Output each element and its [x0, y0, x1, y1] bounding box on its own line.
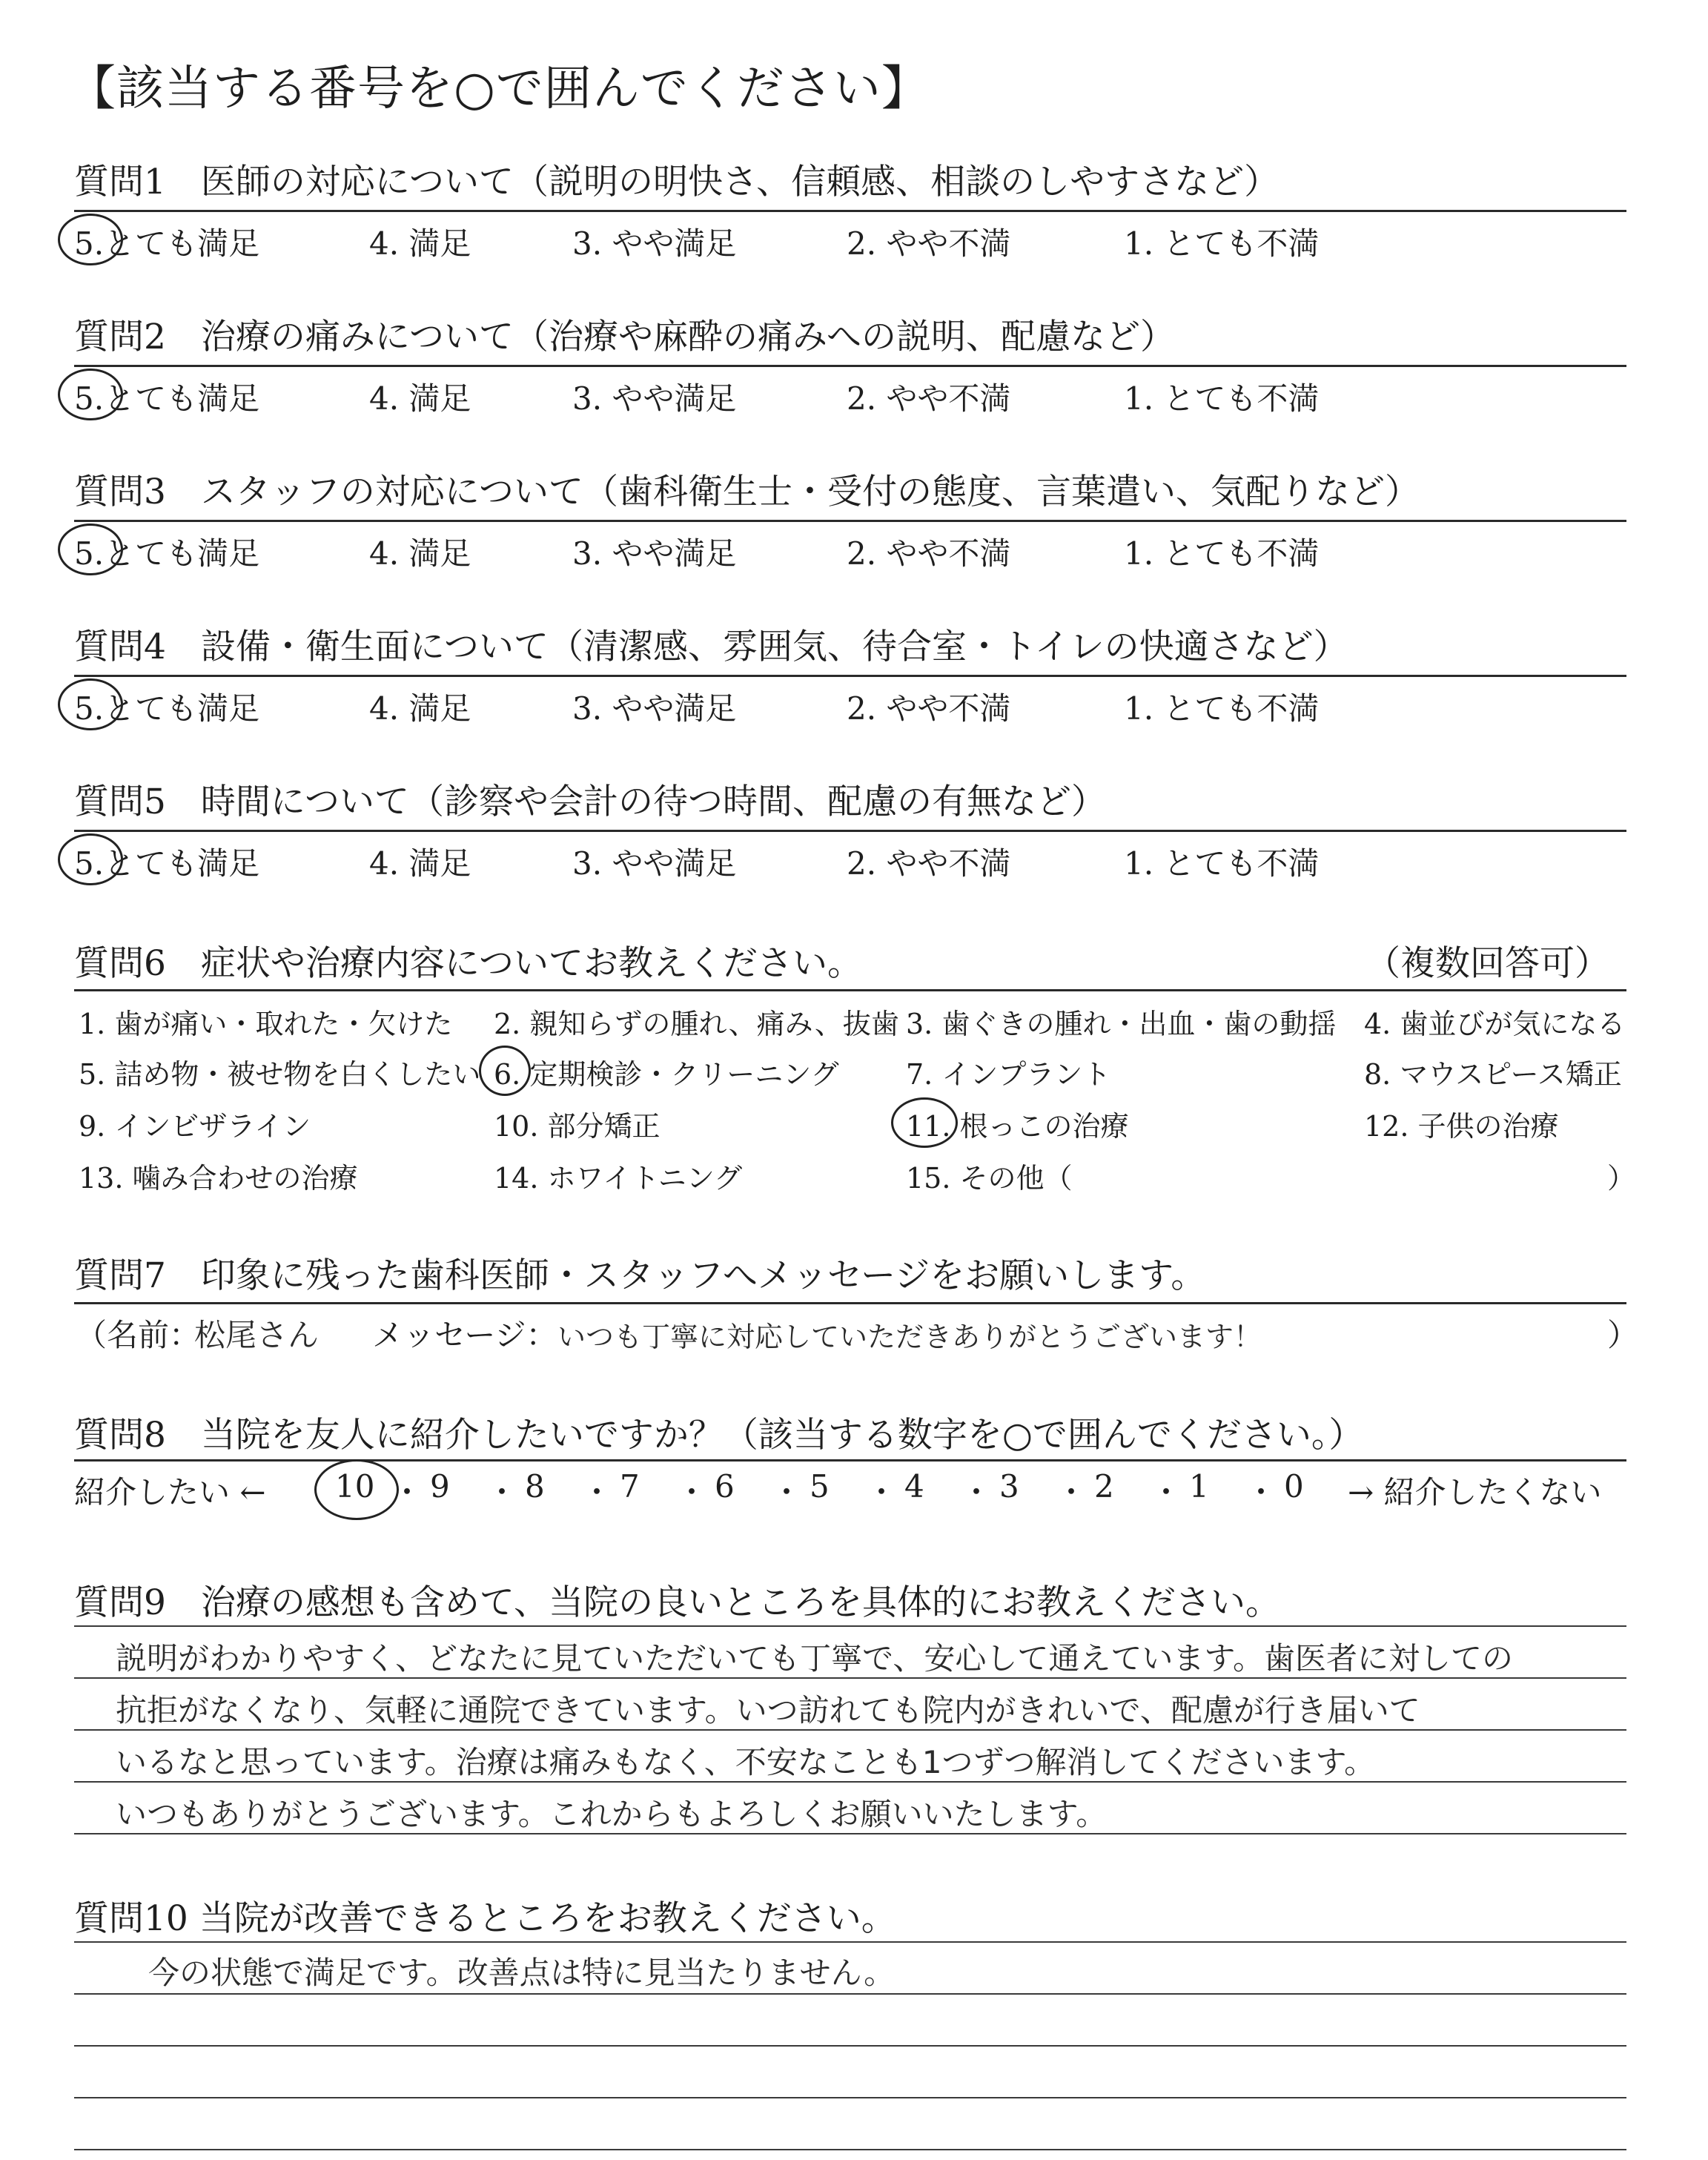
q6-option-16[interactable]: ）	[1607, 1162, 1636, 1195]
q6-option-6[interactable]: 6. 定期検診・クリーニング	[494, 1058, 839, 1091]
q6-option-9[interactable]: 9. インビザライン	[79, 1110, 311, 1143]
q6-option-10[interactable]: 10. 部分矯正	[494, 1110, 661, 1143]
q1-option-1[interactable]: 1. とても不満	[1124, 225, 1320, 262]
q8-rule	[74, 1459, 1626, 1462]
q2-rule	[74, 365, 1626, 367]
q6-option-1[interactable]: 1. 歯が痛い・取れた・欠けた	[79, 1008, 453, 1040]
q6-title: 質問6 症状や治療内容についてお教えください。	[74, 943, 862, 984]
q10-rule	[74, 1993, 1626, 1995]
q2-title: 質問2 治療の痛みについて（治療や麻酔の痛みへの説明、配慮など）	[74, 317, 1176, 357]
q6-option-3[interactable]: 3. 歯ぐきの腫れ・出血・歯の動揺	[906, 1008, 1337, 1040]
q6-selected-circle-6	[479, 1046, 531, 1096]
q3-title: 質問3 スタッフの対応について（歯科衛生士・受付の態度、言葉遣い、気配りなど）	[74, 472, 1420, 512]
q2-selected-circle	[58, 369, 123, 420]
q6-selected-circle-11	[891, 1097, 958, 1148]
q4-option-5[interactable]: 5.とても満足	[74, 690, 260, 727]
q10-answer-line-1: 今の状態で満足です。改善点は特に見当たりません。	[148, 1955, 896, 1991]
q1-selected-circle	[58, 214, 123, 265]
q6-option-4[interactable]: 4. 歯並びが気になる	[1364, 1008, 1626, 1040]
q6-option-14[interactable]: 14. ホワイトニング	[494, 1162, 743, 1195]
q3-option-4[interactable]: 4. 満足	[369, 535, 471, 572]
q7-close-paren: ）	[1607, 1317, 1639, 1353]
q2-option-2[interactable]: 2. やや不満	[847, 380, 1011, 417]
q7-name-label: （名前：	[76, 1317, 201, 1353]
q6-rule	[74, 989, 1626, 991]
q4-option-4[interactable]: 4. 満足	[369, 690, 471, 727]
q3-selected-circle	[58, 524, 123, 575]
q10-rule	[74, 1941, 1626, 1943]
q9-title: 質問9 治療の感想も含めて、当院の良いところを具体的にお教えください。	[74, 1582, 1280, 1623]
q9-rule	[74, 1625, 1626, 1627]
q8-separator: ・	[486, 1474, 518, 1510]
q7-name-value[interactable]: 松尾さん	[194, 1317, 320, 1353]
q5-option-4[interactable]: 4. 満足	[369, 845, 471, 882]
q3-option-5[interactable]: 5.とても満足	[74, 535, 260, 572]
q5-option-5[interactable]: 5.とても満足	[74, 845, 260, 882]
q1-option-5[interactable]: 5.とても満足	[74, 225, 260, 262]
q3-rule	[74, 520, 1626, 522]
q2-option-3[interactable]: 3. やや満足	[572, 380, 737, 417]
q4-option-2[interactable]: 2. やや不満	[847, 690, 1011, 727]
q1-option-2[interactable]: 2. やや不満	[847, 225, 1011, 262]
q6-option-12[interactable]: 12. 子供の治療	[1364, 1110, 1559, 1143]
q8-selected-circle	[314, 1459, 399, 1520]
q1-title: 質問1 医師の対応について（説明の明快さ、信頼感、相談のしやすさなど）	[74, 162, 1280, 202]
q4-title: 質問4 設備・衛生面について（清潔感、雰囲気、待合室・トイレの快適さなど）	[74, 627, 1348, 667]
q8-left-label: 紹介したい ←	[74, 1474, 266, 1510]
q3-option-1[interactable]: 1. とても不満	[1124, 535, 1320, 572]
q6-note: （複数回答可）	[1366, 943, 1609, 984]
q8-separator: ・	[1151, 1474, 1182, 1510]
q6-option-2[interactable]: 2. 親知らずの腫れ、痛み、抜歯	[494, 1008, 899, 1040]
q10-rule	[74, 2149, 1626, 2150]
q8-right-label: → 紹介したくない	[1348, 1474, 1602, 1510]
q1-option-3[interactable]: 3. やや満足	[572, 225, 737, 262]
q8-separator: ・	[1056, 1474, 1088, 1510]
q8-separator: ・	[581, 1474, 613, 1510]
page-header: 【該当する番号を○で囲んでください】	[68, 62, 930, 116]
q5-option-1[interactable]: 1. とても不満	[1124, 845, 1320, 882]
q2-option-5[interactable]: 5.とても満足	[74, 380, 260, 417]
q9-answer-line-3: いるなと思っています。治療は痛みもなく、不安なことも1つずつ解消してくださいます。	[116, 1744, 1376, 1780]
q4-selected-circle	[58, 678, 123, 730]
q8-score-0[interactable]: 0	[1284, 1468, 1304, 1505]
q1-rule	[74, 210, 1626, 212]
q7-title: 質問7 印象に残った歯科医師・スタッフへメッセージをお願いします。	[74, 1255, 1206, 1296]
q7-message-value[interactable]: いつも丁寧に対応していただきありがとうございます！	[557, 1321, 1262, 1353]
q3-option-3[interactable]: 3. やや満足	[572, 535, 737, 572]
q8-score-10[interactable]: 10	[335, 1468, 375, 1505]
q9-answer-line-4: いつもありがとうございます。これからもよろしくお願いいたします。	[116, 1796, 1108, 1832]
q1-option-4[interactable]: 4. 満足	[369, 225, 471, 262]
q8-separator: ・	[866, 1474, 898, 1510]
q8-score-5[interactable]: 5	[810, 1468, 830, 1505]
q7-message-label: メッセージ：	[372, 1317, 557, 1353]
q10-rule	[74, 2097, 1626, 2098]
q8-separator: ・	[961, 1474, 993, 1510]
q10-rule	[74, 2045, 1626, 2047]
q6-option-5[interactable]: 5. 詰め物・被せ物を白くしたい	[79, 1058, 481, 1091]
q2-option-4[interactable]: 4. 満足	[369, 380, 471, 417]
q8-score-8[interactable]: 8	[525, 1468, 545, 1505]
q8-title: 質問8 当院を友人に紹介したいですか？（該当する数字を○で囲んでください。）	[74, 1415, 1364, 1456]
q8-score-2[interactable]: 2	[1094, 1468, 1114, 1505]
q6-option-13[interactable]: 13. 噛み合わせの治療	[79, 1162, 358, 1195]
q10-title: 質問10 当院が改善できるところをお教えください。	[74, 1898, 896, 1939]
q6-option-7[interactable]: 7. インプラント	[906, 1058, 1111, 1091]
q8-score-9[interactable]: 9	[430, 1468, 450, 1505]
q8-separator: ・	[391, 1474, 423, 1510]
q8-score-4[interactable]: 4	[904, 1468, 924, 1505]
q7-rule	[74, 1302, 1626, 1304]
q9-answer-line-1: 説明がわかりやすく、どなたに見ていただいても丁寧で、安心して通えています。歯医者に対しての	[116, 1640, 1513, 1677]
q5-title: 質問5 時間について（診察や会計の待つ時間、配慮の有無など）	[74, 782, 1106, 822]
q3-option-2[interactable]: 2. やや不満	[847, 535, 1011, 572]
q8-score-3[interactable]: 3	[999, 1468, 1019, 1505]
q6-option-11[interactable]: 11. 根っこの治療	[906, 1110, 1129, 1143]
q6-option-15[interactable]: 15. その他（	[906, 1162, 1073, 1195]
q5-option-2[interactable]: 2. やや不満	[847, 845, 1011, 882]
q4-option-3[interactable]: 3. やや満足	[572, 690, 737, 727]
q6-option-8[interactable]: 8. マウスピース矯正	[1364, 1058, 1622, 1091]
q5-selected-circle	[58, 833, 123, 885]
q8-score-7[interactable]: 7	[620, 1468, 640, 1505]
q5-rule	[74, 830, 1626, 832]
q9-answer-line-2: 抗拒がなくなり、気軽に通院できています。いつ訪れても院内がきれいで、配慮が行き届いて	[116, 1692, 1420, 1728]
q2-option-1[interactable]: 1. とても不満	[1124, 380, 1320, 417]
q5-option-3[interactable]: 3. やや満足	[572, 845, 737, 882]
q8-separator: ・	[771, 1474, 803, 1510]
q8-separator: ・	[1245, 1474, 1277, 1510]
q4-rule	[74, 675, 1626, 677]
q8-score-6[interactable]: 6	[715, 1468, 735, 1505]
q8-separator: ・	[676, 1474, 708, 1510]
q8-score-1[interactable]: 1	[1189, 1468, 1209, 1505]
q4-option-1[interactable]: 1. とても不満	[1124, 690, 1320, 727]
